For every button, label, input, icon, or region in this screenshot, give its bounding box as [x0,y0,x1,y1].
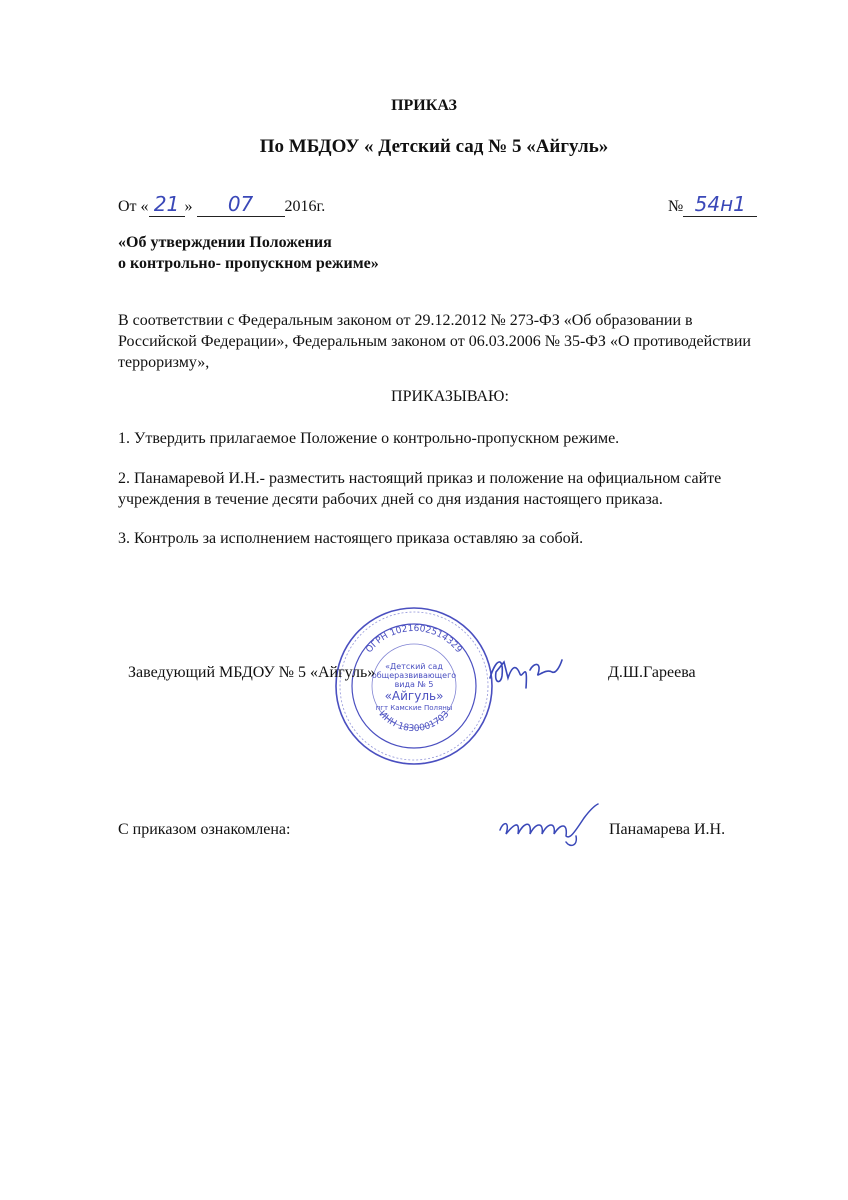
stamp-center-line-1: «Детский сад [385,662,443,671]
order-number-value: 54н1 [694,192,746,216]
date-month: 07 [227,192,254,216]
head-name: Д.Ш.Гареева [608,664,696,681]
date-line [118,192,325,217]
order-item-1: 1. Утвердить прилагаемое Положение о контрольно-пропускном режиме. [118,430,620,447]
order-word: ПРИКАЗЫВАЮ: [391,388,509,405]
stamp-center-line-2: общеразвивающего [371,671,457,680]
official-stamp [333,605,495,767]
acknowledgement-name: Панамарева И.Н. [609,821,726,838]
stamp-inn: ИНН 1830001703 [376,709,452,735]
order-number [668,192,757,217]
order-number-label: № [668,198,684,215]
subject-line-1: «Об утверждении Положения [118,234,332,251]
preamble-text: В соответствии с Федеральным законом от 29.12.2012 № 273-ФЗ «Об образовании в Российской Федерации», Федеральным законом от 06.03.2006 № 35-ФЗ «О противодействии терроризму», [118,312,751,371]
stamp-ogrn: ОГРН 1021602514329 [364,623,464,656]
order-item-3: 3. Контроль за исполнением настоящего приказа оставляю за собой. [118,530,584,547]
stamp-center-place: пгт Камские Поляны [375,704,453,712]
stamp-center-line-3: вида № 5 [394,680,434,689]
head-signature-icon [486,648,566,694]
date-mid: » [184,198,193,215]
stamp-graphic [333,605,495,767]
date-day-field [149,192,185,217]
stamp-center-name: «Айгуль» [384,689,444,703]
head-position: Заведующий МБДОУ № 5 «Айгуль» [128,664,376,681]
date-month-field [197,192,285,217]
order-number-field [683,192,757,217]
date-prefix: От « [118,198,149,215]
organization-heading: По МБДОУ « Детский сад № 5 «Айгуль» [259,136,609,157]
acknowledgement-label: С приказом ознакомлена: [118,821,291,838]
svg-text:ОГРН 1021602514329 [364,624,463,655]
date-year: 2016г. [284,198,326,215]
subject-block [118,232,379,274]
order-item-2: 2. Панамаревой И.Н.- разместить настоящий приказ и положение на официальном сайте учреждения в течение десяти рабочих дней со дня издания настоящего приказа. [118,470,722,508]
svg-text:ИНН 1830001703 [377,709,452,734]
subject-line-2: о контрольно- пропускном режиме» [118,255,379,272]
document-title: ПРИКАЗ [391,97,457,114]
acknowledgement-signature-icon [494,800,604,850]
date-day: 21 [153,192,180,216]
